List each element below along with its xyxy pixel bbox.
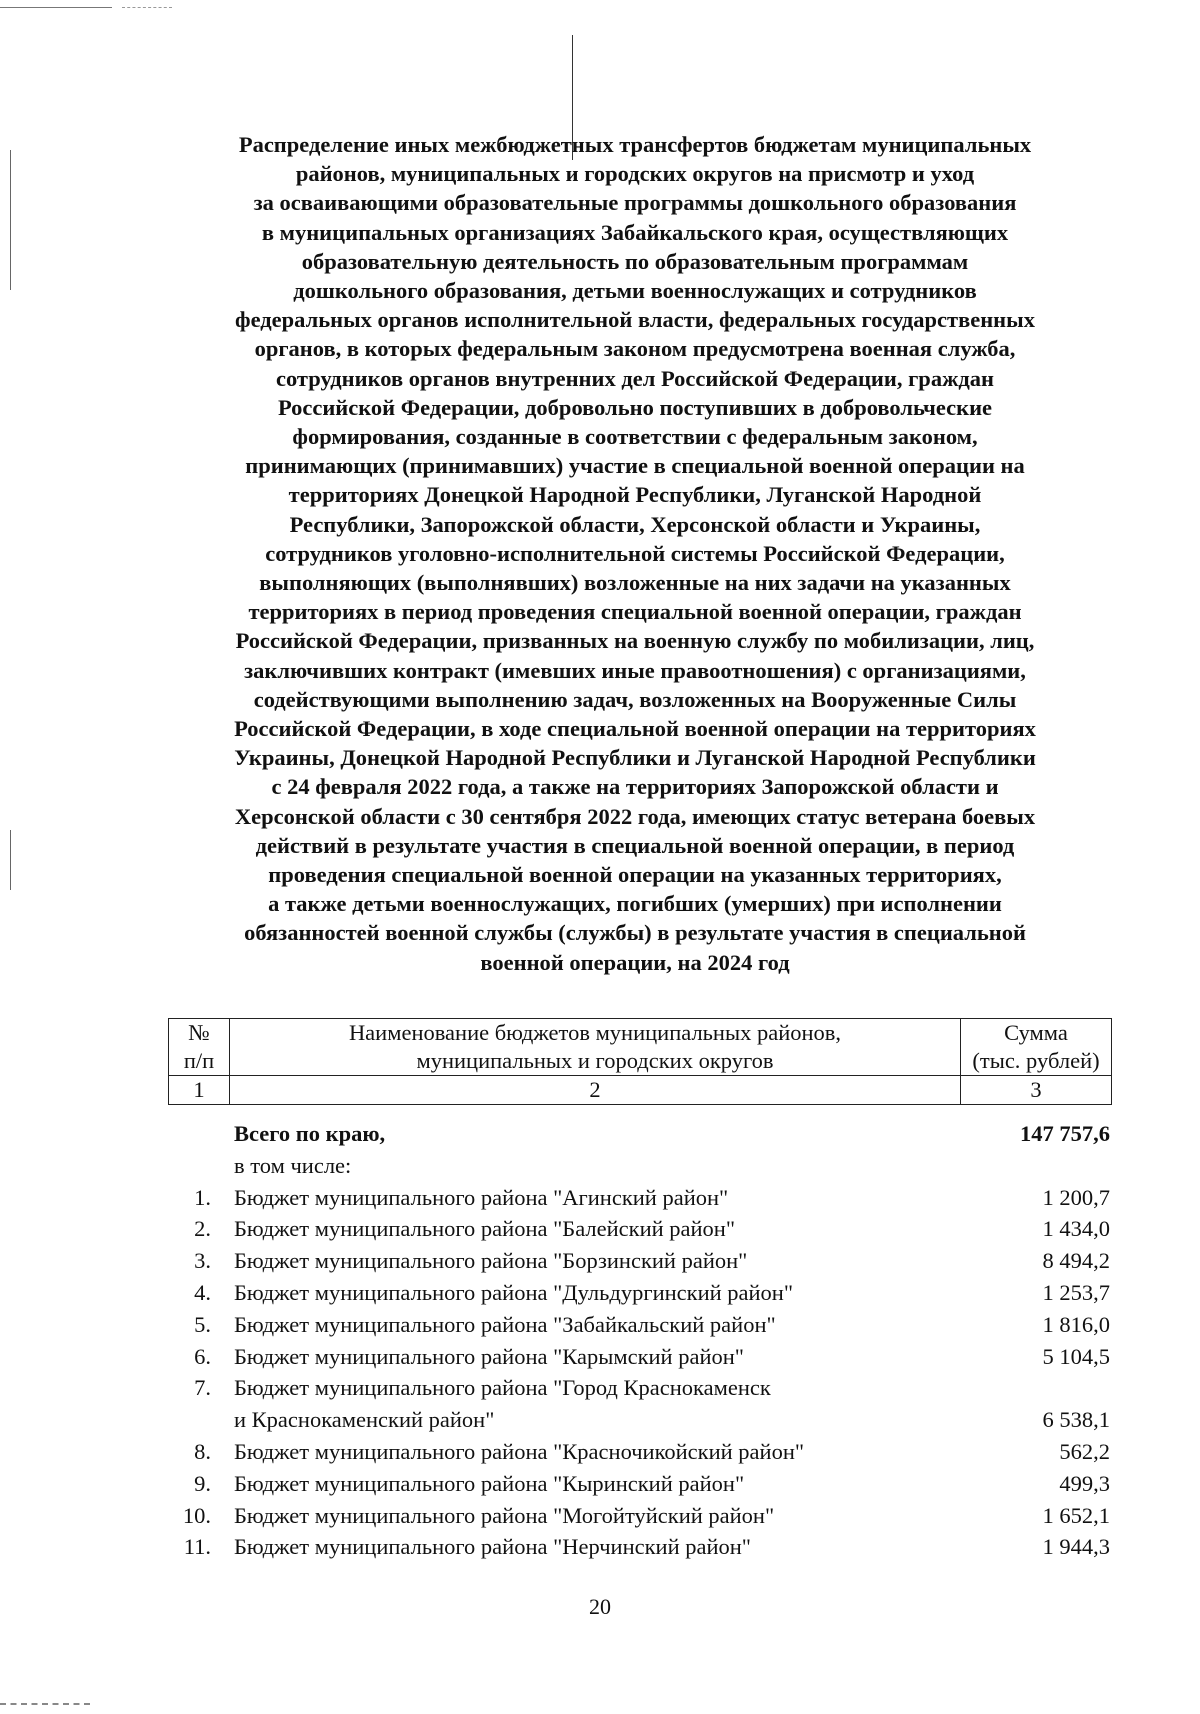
title-line: территориях в период проведения специальной военной операции, граждан [248,599,1022,625]
row-number: 3. [194,1248,211,1274]
row-value: 5 104,5 [1042,1343,1110,1369]
header-text: Наименование бюджетов муниципальных районов, [348,1020,842,1045]
total-label: Всего по краю, [234,1121,386,1146]
row-name: Бюджет муниципального района "Балейский район" [234,1216,736,1242]
title-line: проведения специальной военной операции на указанных территориях, [268,862,1002,888]
budget-list [168,1118,1112,1563]
row-value: 1 652,1 [1042,1502,1110,1528]
title-line: Распределение иных межбюджетных трансфертов бюджетам муниципальных [238,132,1032,157]
row-name [234,1372,771,1436]
row-value: 499,3 [1059,1470,1110,1496]
row-value: 8 494,2 [1042,1248,1110,1274]
column-number: 3 [961,1076,1112,1105]
list-item [168,1531,1112,1563]
title-line: действий в результате участия в специальной военной операции, в период [255,832,1015,858]
header-text: (тыс. рублей) [972,1048,1100,1073]
scan-artifact-bottom-dash [0,1703,90,1705]
row-value: 1 200,7 [1042,1184,1110,1210]
title-line: районов, муниципальных и городских округов на присмотр и уход [295,161,975,187]
row-name: Бюджет муниципального района "Кыринский район" [234,1470,745,1496]
row-value: 1 816,0 [1042,1311,1110,1337]
title-line: содействующими выполнению задач, возложенных на Вооруженные Силы [253,686,1017,712]
including-label: в том числе: [234,1152,352,1178]
row-value: 562,2 [1059,1438,1110,1464]
header-cell-number [169,1019,230,1076]
title-line: а также детьми военнослужащих, погибших (умерших) при исполнении [268,891,1002,917]
scan-artifact-top-line [0,7,112,8]
row-number: 4. [194,1279,211,1305]
column-number: 2 [230,1076,961,1105]
title-line: Херсонской области с 30 сентября 2022 года, имеющих статус ветерана боевых [234,803,1036,829]
scan-artifact-left-mark [10,150,11,290]
list-item [168,1277,1112,1309]
title-line: сотрудников органов внутренних дел Российской Федерации, граждан [275,365,994,391]
table-header [168,1018,1112,1105]
row-name: Бюджет муниципального района "Борзинский район" [234,1248,748,1274]
document-title [160,130,1110,977]
title-line: Российской Федерации, добровольно поступивших в добровольческие [277,394,993,420]
row-number: 10. [182,1502,211,1528]
row-name: Бюджет муниципального района "Дульдургинский район" [234,1279,794,1305]
row-value: 1 434,0 [1042,1216,1110,1242]
row-number: 1. [194,1184,211,1210]
list-item [168,1213,1112,1245]
row-number: 9. [194,1470,211,1496]
including-row [168,1150,1112,1182]
title-line: заключивших контракт (имевших иные правоотношения) с организациями, [244,657,1026,683]
row-name: Бюджет муниципального района "Красночикойский район" [234,1438,805,1464]
column-number: 1 [169,1076,230,1105]
row-value: 1 253,7 [1042,1279,1110,1305]
title-line: формирования, созданные в соответствии с федеральным законом, [292,424,978,450]
row-number: 11. [183,1534,211,1560]
scan-artifact-left-mark [10,830,11,890]
column-number-row [169,1076,1112,1105]
table-header-row [169,1019,1112,1076]
header-text: Сумма [1004,1020,1068,1045]
header-text: п/п [183,1048,215,1073]
scan-artifact-top-dash [122,7,172,8]
list-item [168,1309,1112,1341]
row-name: Бюджет муниципального района "Могойтуйский район" [234,1502,775,1528]
row-number: 6. [194,1343,211,1369]
row-value: 6 538,1 [1042,1407,1110,1433]
row-name: Бюджет муниципального района "Карымский район" [234,1343,744,1369]
header-text: № [188,1020,210,1045]
list-item [168,1468,1112,1500]
title-line: федеральных органов исполнительной власти, федеральных государственных [235,307,1035,333]
row-name: Бюджет муниципального района "Нерчинский район" [234,1534,751,1560]
title-line: органов, в которых федеральным законом предусмотрена военная служба, [254,336,1016,362]
row-name-line: Бюджет муниципального района "Город Краснокаменск [234,1375,771,1401]
list-item [168,1372,1112,1436]
title-line: Российской Федерации, призванных на военную службу по мобилизации, лиц, [235,628,1035,654]
title-line: территориях Донецкой Народной Республики, Луганской Народной [288,482,982,508]
row-number: 2. [194,1216,211,1242]
row-name: Бюджет муниципального района "Забайкальский район" [234,1311,776,1337]
header-cell-sum [961,1019,1112,1076]
list-item [168,1245,1112,1277]
title-line: дошкольного образования, детьми военнослужащих и сотрудников [293,278,977,304]
page-number: 20 [589,1594,611,1619]
title-line: с 24 февраля 2022 года, а также на территориях Запорожской области и [271,774,999,800]
title-line: Украины, Донецкой Народной Республики и Луганской Народной Республики [234,745,1036,771]
title-line: Российской Федерации, в ходе специальной военной операции на территориях [234,716,1036,742]
total-row [168,1118,1112,1150]
row-name-line: и Краснокаменский район" [234,1407,495,1433]
title-line: выполняющих (выполнявших) возложенные на них задачи на указанных [259,570,1011,596]
title-line: образовательную деятельность по образовательным программам [301,248,969,274]
list-item [168,1436,1112,1468]
row-number: 5. [194,1311,211,1337]
title-line: военной операции, на 2024 год [480,949,790,975]
title-line: в муниципальных организациях Забайкальского края, осуществляющих [261,219,1009,245]
title-line: за осваивающими образовательные программы дошкольного образования [253,190,1017,216]
total-value: 147 757,6 [1020,1121,1110,1146]
list-item [168,1500,1112,1532]
header-cell-name [230,1019,961,1076]
row-name: Бюджет муниципального района "Агинский район" [234,1184,729,1210]
row-number: 8. [194,1438,211,1464]
row-value: 1 944,3 [1042,1534,1110,1560]
title-line: обязанностей военной службы (службы) в результате участия в специальной [244,920,1026,946]
list-item [168,1182,1112,1214]
header-text: муниципальных и городских округов [416,1048,774,1073]
title-line: Республики, Запорожской области, Херсонской области и Украины, [289,511,981,537]
title-line: принимающих (принимавших) участие в специальной военной операции на [245,453,1025,479]
list-item [168,1341,1112,1373]
title-line: сотрудников уголовно-исполнительной системы Российской Федерации, [265,540,1005,566]
row-number: 7. [194,1375,211,1401]
